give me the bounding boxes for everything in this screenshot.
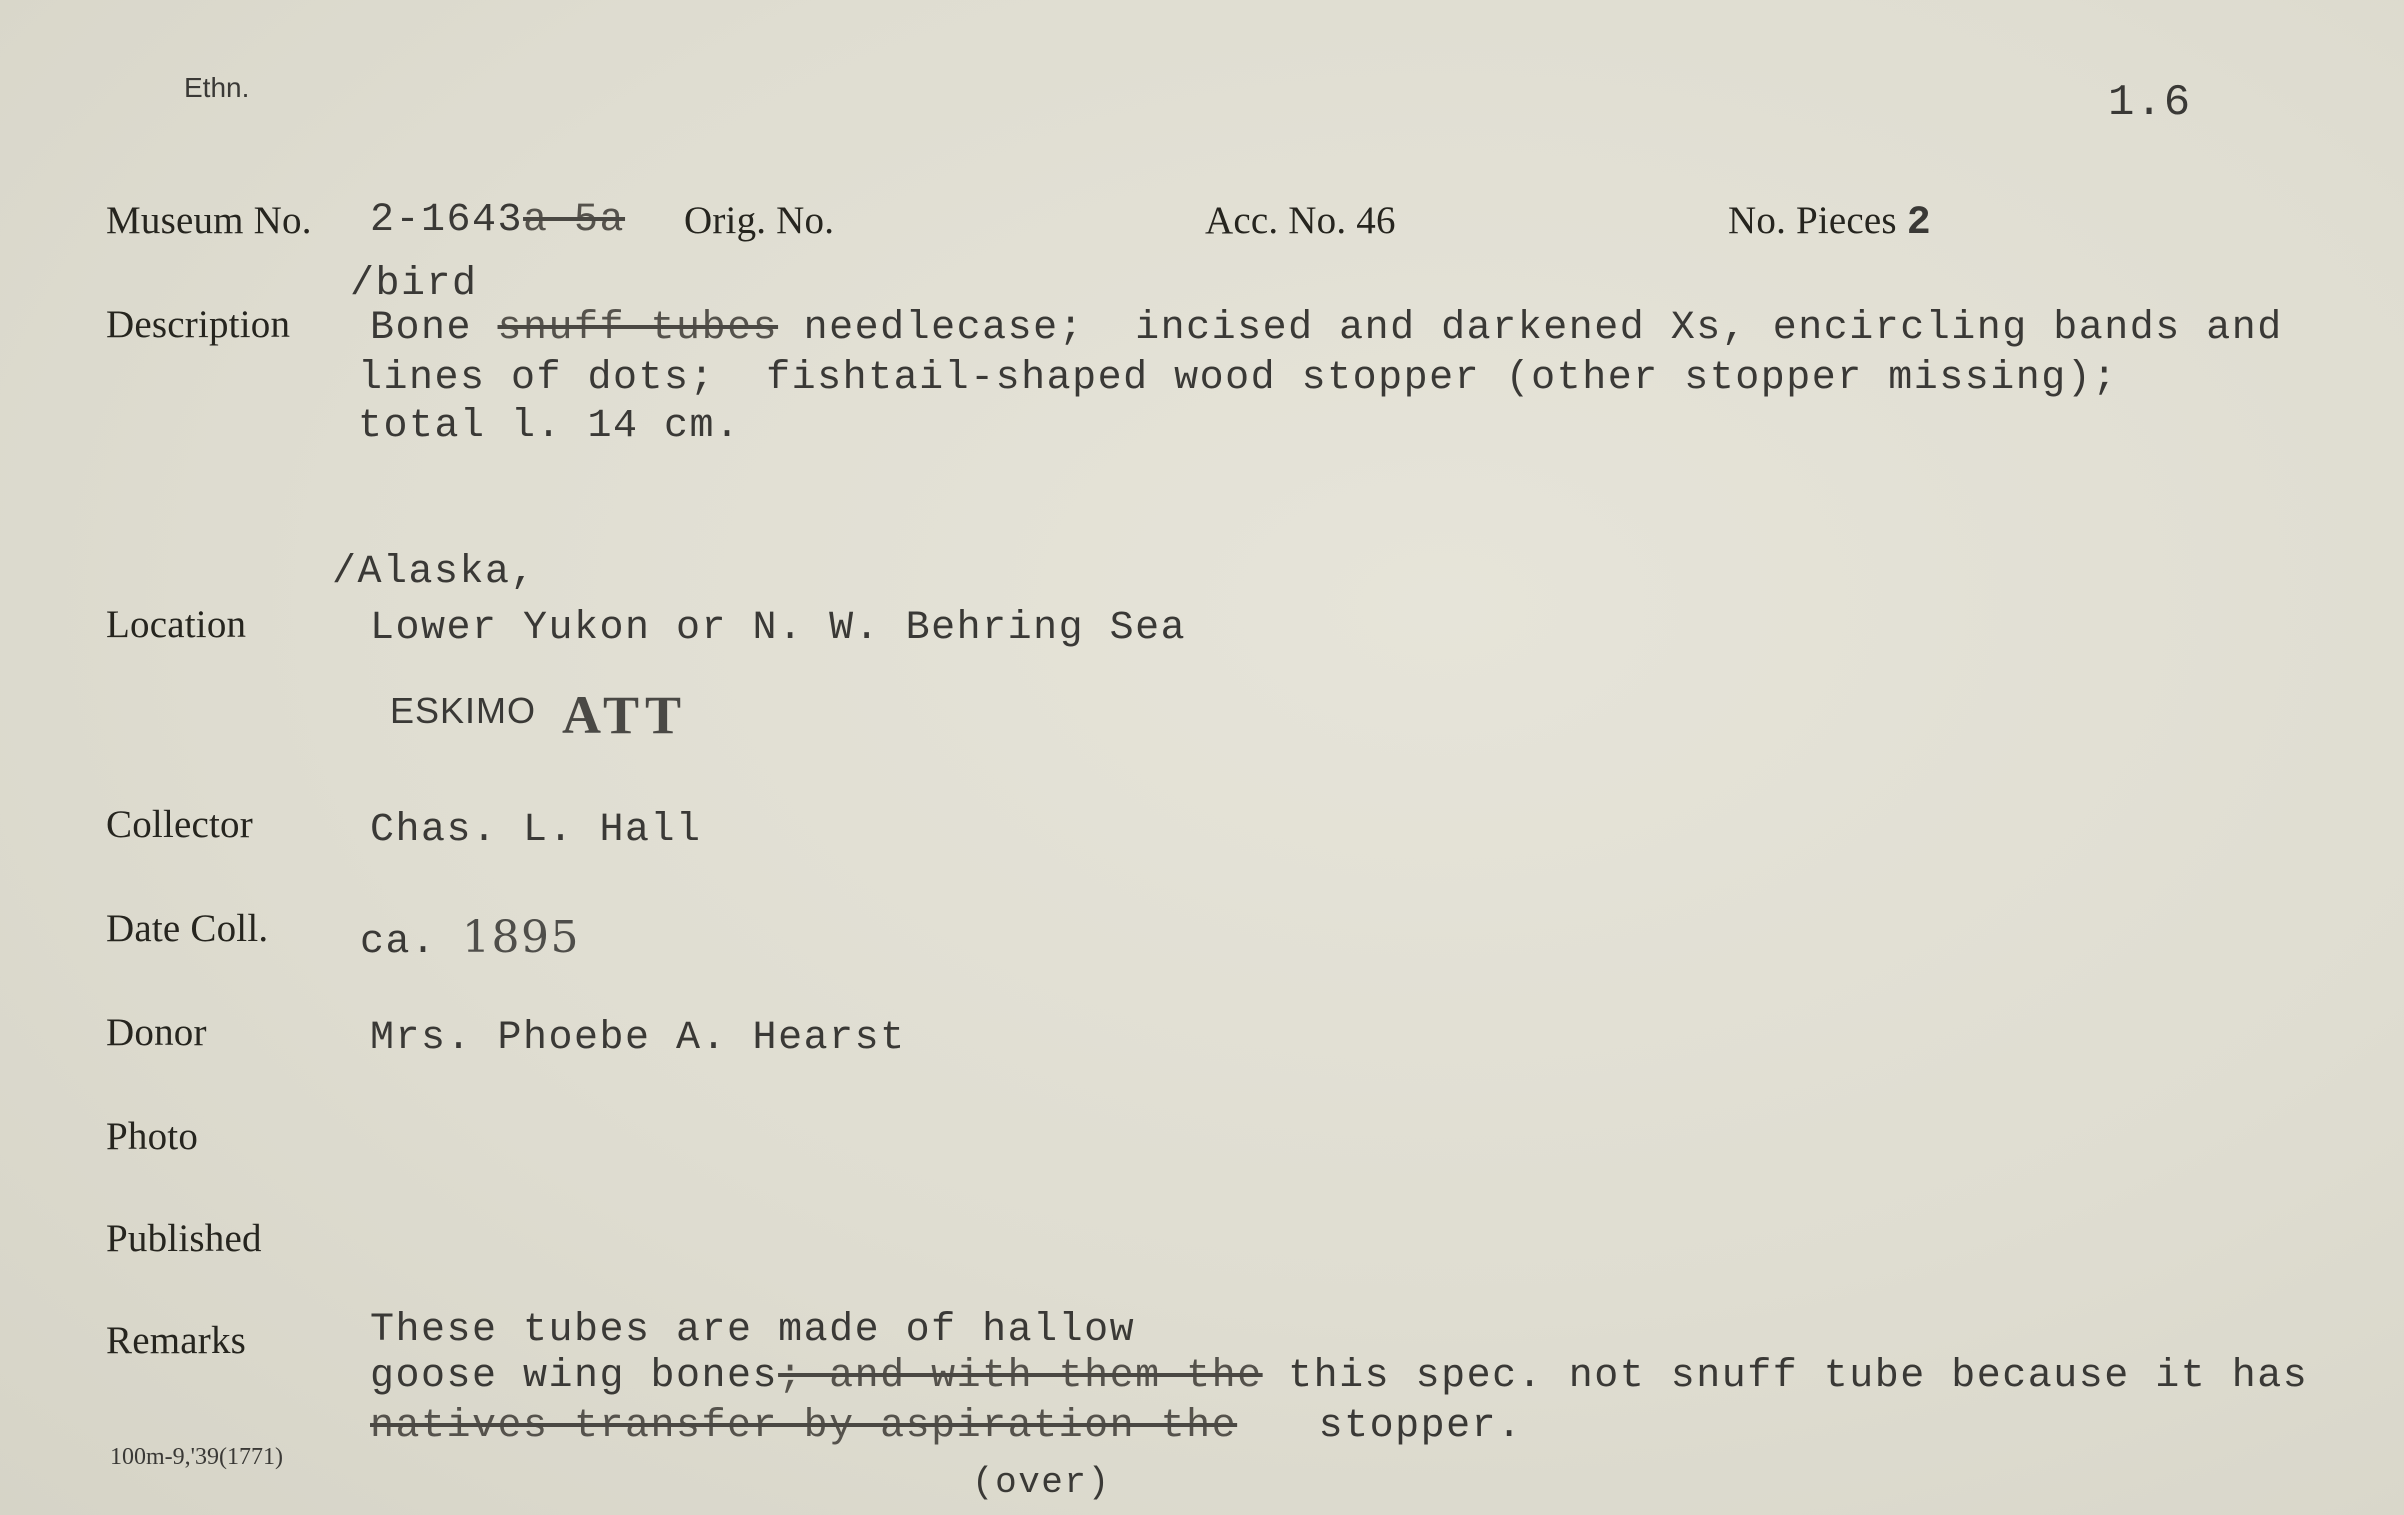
description-struck-text: snuff tubes bbox=[497, 306, 779, 351]
published-label: Published bbox=[106, 1217, 262, 1260]
remarks-line-3 bbox=[370, 1404, 1523, 1449]
donor-label: Donor bbox=[106, 1011, 207, 1054]
date-coll-label: Date Coll. bbox=[106, 907, 269, 950]
card-number: 1.6 bbox=[2108, 78, 2192, 128]
date-coll-value bbox=[360, 912, 580, 965]
photo-label: Photo bbox=[106, 1115, 199, 1158]
remarks-line-2 bbox=[370, 1354, 2308, 1399]
over-note: (over) bbox=[972, 1462, 1111, 1503]
department-label: Ethn. bbox=[184, 72, 250, 103]
collector-label: Collector bbox=[106, 803, 253, 846]
date-coll-prefix: ca. bbox=[360, 920, 437, 965]
remarks-label: Remarks bbox=[106, 1319, 247, 1362]
remarks-line-3-rest: stopper. bbox=[1318, 1404, 1523, 1449]
date-coll-year: 1895 bbox=[462, 912, 581, 963]
description-line-1 bbox=[370, 306, 2283, 351]
museum-no-value bbox=[370, 198, 625, 243]
description-label: Description bbox=[106, 303, 291, 346]
no-pieces-value: 2 bbox=[1906, 201, 1933, 246]
museum-no-label: Museum No. bbox=[106, 199, 312, 242]
description-insert: /bird bbox=[350, 262, 478, 307]
location-insert: /Alaska, bbox=[332, 550, 537, 595]
location-line-1: Lower Yukon or N. W. Behring Sea bbox=[370, 606, 1187, 651]
remarks-struck-text-2: natives transfer by aspiration the bbox=[370, 1404, 1238, 1449]
description-line-3: total l. 14 cm. bbox=[358, 404, 741, 449]
orig-no-label: Orig. No. bbox=[684, 199, 835, 242]
remarks-line-2-rest: this spec. not snuff tube because it has bbox=[1262, 1354, 2309, 1399]
collector-value: Chas. L. Hall bbox=[370, 808, 702, 853]
description-line-2: lines of dots; fishtail-shaped wood stopper (other stopper missing); bbox=[358, 356, 2118, 401]
museum-no-number: 2-1643 bbox=[370, 198, 524, 243]
no-pieces-label bbox=[1728, 198, 1932, 246]
description-line-1-rest: needlecase; incised and darkened Xs, encircling bands and bbox=[778, 306, 2283, 351]
acc-no-text: Acc. No. bbox=[1205, 199, 1347, 242]
stamp-att: ATT bbox=[562, 685, 688, 745]
no-pieces-text: No. Pieces bbox=[1728, 199, 1897, 242]
remarks-struck-text-1: ; and with them the bbox=[778, 1354, 1263, 1399]
acc-no-label bbox=[1205, 198, 1396, 243]
location-label: Location bbox=[106, 603, 247, 646]
stamp-eskimo: ESKIMO bbox=[390, 690, 537, 731]
remarks-line-2-start: goose wing bones bbox=[370, 1354, 779, 1399]
acc-no-value: 46 bbox=[1356, 199, 1396, 242]
remarks-line-1: These tubes are made of hallow bbox=[370, 1308, 1136, 1353]
museum-no-struck: a-5a bbox=[523, 198, 626, 243]
donor-value: Mrs. Phoebe A. Hearst bbox=[370, 1016, 906, 1061]
description-line-1-start: Bone bbox=[370, 306, 498, 351]
form-number: 100m-9,'39(1771) bbox=[110, 1444, 283, 1470]
